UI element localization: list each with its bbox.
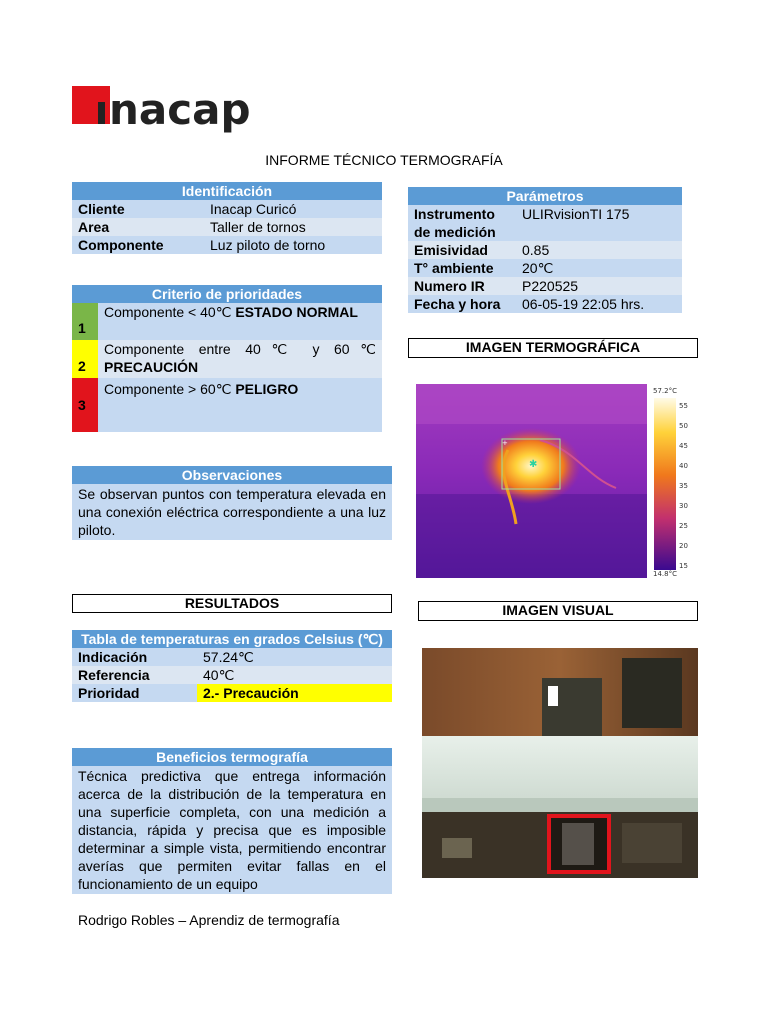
- identificacion-header: Identificación: [72, 182, 382, 200]
- identificacion-table: [72, 182, 382, 254]
- visual-photo: [422, 648, 698, 878]
- imagen-visual-heading: IMAGEN VISUAL: [418, 601, 698, 621]
- table-row: [72, 236, 382, 254]
- scale-tick: 30: [679, 502, 688, 510]
- row-label: Numero IR: [414, 278, 485, 294]
- thermal-image: [416, 384, 686, 578]
- criterio-row-3: [72, 378, 382, 432]
- row-value: Inacap Curicó: [210, 201, 297, 217]
- row-label: Fecha y hora: [414, 296, 501, 312]
- priority-value: 2.- Precaución: [197, 684, 392, 702]
- observaciones-text: Se observan puntos con temperatura elevada en una conexión eléctrica correspondiente a una luz piloto.: [72, 484, 392, 540]
- criterio-status: ESTADO NORMAL: [235, 304, 358, 320]
- criterio-row-1: [72, 303, 382, 340]
- parametros-header: Parámetros: [408, 187, 682, 205]
- svg-text:✱: ✱: [529, 459, 538, 470]
- row-value: 0.85: [522, 242, 550, 258]
- criterio-text: [98, 378, 382, 432]
- observaciones-section: [72, 466, 392, 540]
- row-label: Componente: [78, 237, 164, 253]
- priority-number: 2: [72, 340, 98, 378]
- table-row: [72, 684, 392, 702]
- criterio-table: [72, 285, 382, 432]
- table-row: [408, 295, 682, 313]
- imagen-termografica-heading: IMAGEN TERMOGRÁFICA: [408, 338, 698, 358]
- priority-number: 3: [72, 378, 98, 432]
- observaciones-header: Observaciones: [72, 466, 392, 484]
- author-signature: Rodrigo Robles – Aprendiz de termografía: [78, 912, 340, 928]
- row-value: ULIRvisionTI 175: [522, 206, 630, 222]
- row-label: T° ambiente: [414, 260, 494, 276]
- row-value: 06-05-19 22:05 hrs.: [522, 296, 645, 312]
- scale-tick: 45: [679, 442, 688, 450]
- row-value: P220525: [522, 278, 579, 294]
- criterio-condition: Componente entre 40℃ y 60℃: [104, 341, 376, 357]
- row-label: Instrumento de medición: [414, 206, 496, 240]
- table-row: [408, 205, 682, 241]
- criterio-status: PRECAUCIÓN: [104, 359, 199, 375]
- document-title: INFORME TÉCNICO TERMOGRAFÍA: [265, 152, 503, 168]
- row-value: Taller de tornos: [210, 219, 306, 235]
- resultados-heading: RESULTADOS: [72, 594, 392, 613]
- svg-text:+: +: [502, 439, 508, 447]
- beneficios-text: Técnica predictiva que entrega información acerca de la distribución de la temperatura en una superficie completa, con una medición a distancia, rápida y precisa que es imposible determinar a simple vista, permitiendo encontrar averías que permiten evitar fallas en el funcionamiento de un equipo: [72, 766, 392, 894]
- svg-text:nacap: nacap: [109, 85, 251, 134]
- table-row: [72, 200, 382, 218]
- table-row: [408, 259, 682, 277]
- row-value: 57.24℃: [203, 649, 254, 665]
- scale-tick: 50: [679, 422, 688, 430]
- criterio-condition: Componente < 40℃: [104, 304, 232, 320]
- scale-max-label: 57.2°C: [653, 387, 677, 395]
- priority-number: 1: [72, 303, 98, 340]
- row-label: Area: [78, 219, 110, 235]
- row-label: Indicación: [78, 649, 148, 665]
- criterio-row-2: [72, 340, 382, 378]
- criterio-status: PELIGRO: [235, 381, 299, 397]
- row-label: Prioridad: [78, 685, 140, 701]
- criterio-text: [98, 303, 382, 340]
- row-value: Luz piloto de torno: [210, 237, 326, 253]
- beneficios-section: [72, 748, 392, 894]
- table-row: [72, 218, 382, 236]
- row-value: 20℃: [522, 260, 554, 276]
- scale-tick: 15: [679, 562, 688, 570]
- row-label: Cliente: [78, 201, 125, 217]
- criterio-text: [98, 340, 382, 378]
- criterio-header: Criterio de prioridades: [72, 285, 382, 303]
- table-row: [72, 666, 392, 684]
- inacap-logo: [72, 84, 256, 140]
- scale-tick: 35: [679, 482, 688, 490]
- scale-tick: 55: [679, 402, 688, 410]
- row-value: 40℃: [203, 667, 235, 683]
- beneficios-header: Beneficios termografía: [72, 748, 392, 766]
- scale-tick: 40: [679, 462, 688, 470]
- criterio-condition: Componente > 60℃: [104, 381, 232, 397]
- row-label: Emisividad: [414, 242, 488, 258]
- table-row: [72, 648, 392, 666]
- table-row: [408, 241, 682, 259]
- temperaturas-table: [72, 630, 392, 702]
- scale-tick: 25: [679, 522, 688, 530]
- parametros-table: [408, 187, 682, 313]
- table-row: [408, 277, 682, 295]
- row-label: Referencia: [78, 667, 150, 683]
- scale-min-label: 14.8°C: [653, 570, 677, 578]
- temperaturas-header: Tabla de temperaturas en grados Celsius (℃): [72, 630, 392, 648]
- scale-tick: 20: [679, 542, 688, 550]
